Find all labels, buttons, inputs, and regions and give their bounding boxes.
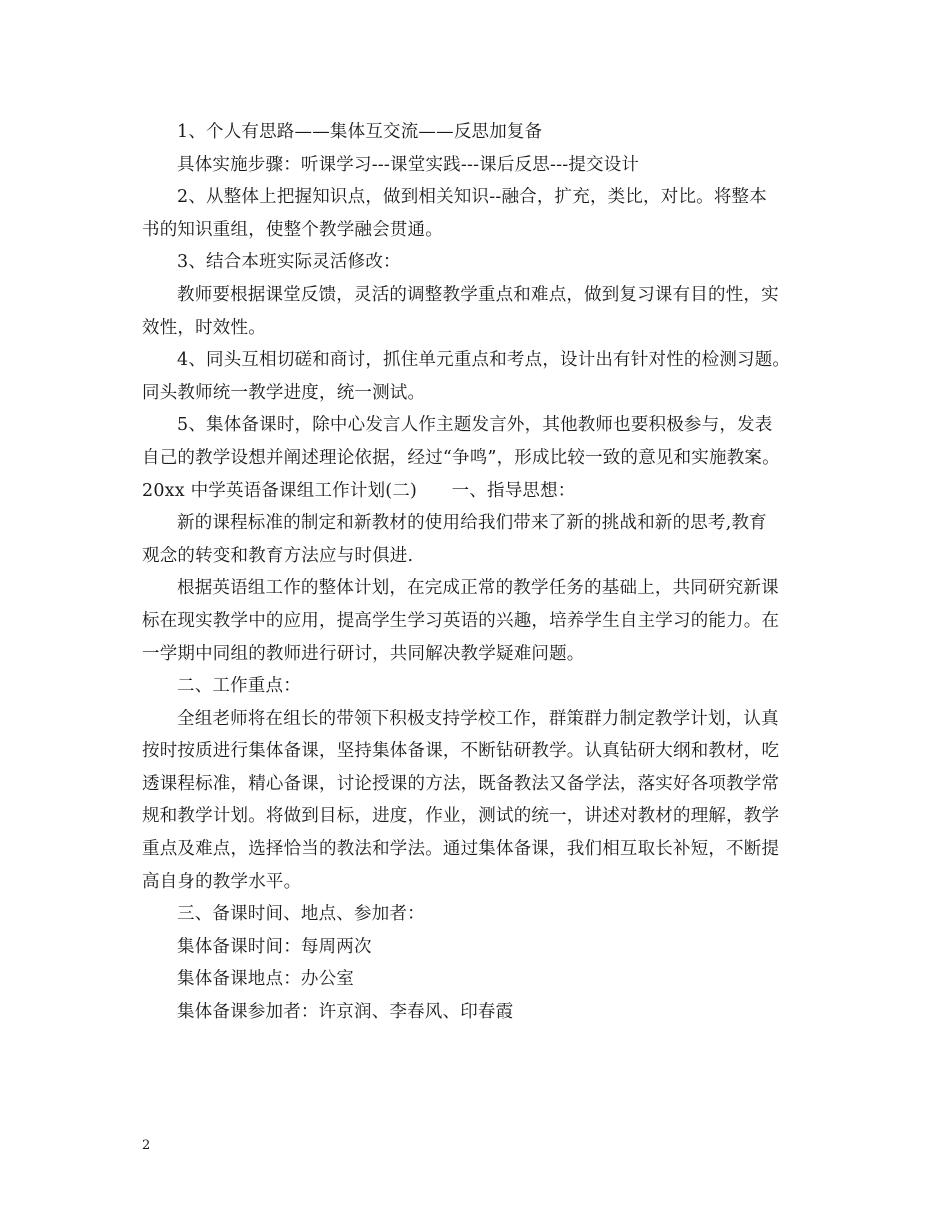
text-line: 集体备课时间：每周两次 — [177, 936, 372, 957]
text-line: 教师要根据课堂反馈，灵活的调整教学重点和难点，做到复习课有目的性，实 — [177, 284, 779, 305]
text-line: 一学期中同组的教师进行研讨，共同解决教学疑难问题。 — [142, 643, 585, 664]
text-line: 效性，时效性。 — [142, 317, 266, 338]
text-line: 新的课程标准的制定和新教材的使用给我们带来了新的挑战和新的思考,教育 — [177, 513, 767, 534]
text-line: 观念的转变和教育方法应与时俱进. — [142, 545, 414, 566]
text-line: 具体实施步骤：听课学习---课堂实践---课后反思---提交设计 — [177, 154, 640, 175]
text-line: 规和教学计划。将做到目标，进度，作业，测试的统一，讲述对教材的理解，教学 — [142, 806, 780, 827]
document-body — [142, 116, 814, 1029]
text-line: 高自身的教学水平。 — [142, 871, 302, 892]
text-line: 2、从整体上把握知识点，做到相关知识--融合，扩充，类比，对比。将整本 — [177, 187, 767, 208]
text-line: 3、结合本班实际灵活修改： — [177, 252, 401, 273]
text-line: 书的知识重组，使整个教学融会贯通。 — [142, 219, 443, 240]
text-line: 集体备课参加者：许京润、李春风、印春霞 — [177, 1002, 514, 1023]
text-line: 标在现实教学中的应用，提高学生学习英语的兴趣，培养学生自主学习的能力。在 — [142, 610, 780, 631]
text-line: 自己的教学设想并阐述理论依据，经过“争鸣”，形成比较一致的意见和实施教案。 — [142, 447, 780, 468]
text-line: 全组老师将在组长的带领下积极支持学校工作，群策群力制定教学计划，认真 — [177, 708, 779, 729]
text-line: 根据英语组工作的整体计划，在完成正常的教学任务的基础上，共同研究新课 — [177, 578, 779, 599]
text-line: 集体备课地点：办公室 — [177, 969, 354, 990]
text-line: 5、集体备课时，除中心发言人作主题发言外，其他教师也要积极参与，发表 — [177, 415, 773, 436]
text-line: 重点及难点，选择恰当的教法和学法。通过集体备课，我们相互取长补短，不断提 — [142, 839, 780, 860]
text-line: 透课程标准，精心备课，讨论授课的方法，既备教法又备学法，落实好各项教学常 — [142, 773, 780, 794]
text-line: 4、同头互相切磋和商讨，抓住单元重点和考点，设计出有针对性的检测习题。 — [177, 350, 791, 371]
text-line: 同头教师统一教学进度，统一测试。 — [142, 382, 426, 403]
text-line: 1、个人有思路——集体互交流——反思加复备 — [177, 122, 543, 142]
page-number: 2 — [142, 1138, 151, 1153]
text-line: 20xx 中学英语备课组工作计划(二) 一、指导思想： — [142, 480, 576, 501]
text-line: 三、备课时间、地点、参加者： — [177, 904, 425, 925]
text-line: 二、工作重点： — [177, 676, 301, 697]
text-line: 按时按质进行集体备课，坚持集体备课，不断钻研教学。认真钻研大纲和教材，吃 — [142, 741, 780, 762]
